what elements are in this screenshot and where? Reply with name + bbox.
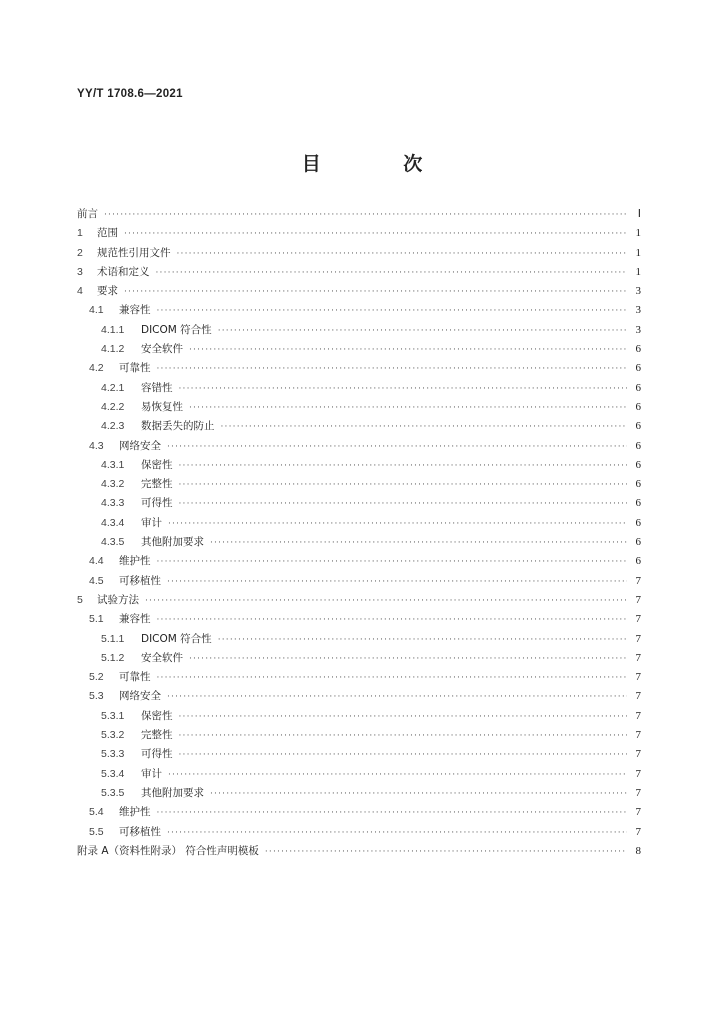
toc-entry-number: 5.3.5	[101, 786, 125, 799]
toc-entry-title: DICOM 符合性	[141, 632, 212, 645]
toc-entry-number: 5.4	[89, 806, 104, 819]
toc-entry[interactable]	[77, 224, 641, 243]
toc-entry[interactable]	[77, 437, 641, 456]
dot-leader	[157, 553, 628, 572]
toc-entry-page: 3	[635, 285, 641, 298]
toc-entry-page: 7	[635, 671, 641, 684]
toc-entry[interactable]	[77, 591, 641, 610]
toc-entry-title: 附录 A（资料性附录） 符合性声明模板	[77, 844, 259, 857]
toc-entry-number: 4.1.1	[101, 323, 125, 336]
toc-entry-page: 6	[635, 497, 641, 510]
toc-entry-title: 安全软件	[141, 343, 183, 356]
toc-entry-title: 范围	[97, 227, 118, 240]
toc-entry[interactable]	[77, 398, 641, 417]
toc-entry-title: 试验方法	[97, 593, 139, 606]
toc-entry-title: 网络安全	[119, 690, 161, 703]
toc-entry[interactable]	[77, 533, 641, 552]
toc-entry-page: 7	[635, 574, 641, 587]
toc-entry-number: 4.1.2	[101, 343, 125, 356]
toc-entry[interactable]	[77, 205, 641, 224]
dot-leader	[157, 302, 628, 321]
toc-entry-number: 4.1	[89, 304, 104, 317]
toc-entry-page: 7	[635, 632, 641, 645]
toc-entry-page: 1	[635, 227, 641, 240]
toc-entry-number: 4.3.3	[101, 497, 125, 510]
toc-entry-title: 兼容性	[119, 613, 151, 626]
toc-entry-title: 前言	[77, 208, 98, 220]
toc-entry[interactable]	[77, 456, 641, 475]
toc-entry-number: 5.3.4	[101, 767, 125, 780]
toc-entry-page: 7	[635, 806, 641, 819]
toc-entry-title: 可移植性	[119, 574, 161, 587]
toc-entry-number: 4.3.4	[101, 516, 125, 529]
dot-leader	[179, 380, 628, 399]
toc-entry-number: 5.3.3	[101, 748, 125, 761]
toc-entry-page: 6	[635, 536, 641, 549]
toc-entry-title: 兼容性	[119, 304, 151, 317]
toc-entry-page: 1	[635, 246, 641, 259]
toc-entry-page: 7	[635, 767, 641, 780]
toc-entry-number: 1	[77, 227, 83, 240]
toc-entry-page: 7	[635, 613, 641, 626]
toc-entry-number: 2	[77, 246, 83, 259]
dot-leader	[167, 688, 627, 707]
toc-entry[interactable]	[77, 803, 641, 822]
toc-entry-page: 6	[635, 555, 641, 568]
dot-leader	[179, 495, 628, 514]
dot-leader	[218, 322, 627, 341]
toc-entry-title: 可得性	[141, 497, 173, 510]
toc-entry-number: 4.3	[89, 439, 104, 452]
toc-entry-page: 6	[635, 478, 641, 491]
toc-entry[interactable]	[77, 282, 641, 301]
toc-entry-number: 4.3.2	[101, 478, 125, 491]
toc-entry-page: 7	[635, 709, 641, 722]
toc-entry[interactable]	[77, 823, 641, 842]
toc-entry-number: 4.2	[89, 362, 104, 375]
toc-entry-page: 7	[635, 786, 641, 799]
dot-leader	[124, 225, 627, 244]
toc-entry-page: 1	[635, 265, 641, 278]
toc-entry-number: 5.2	[89, 671, 104, 684]
toc-entry-title: 数据丢失的防止	[141, 420, 215, 433]
toc-entry-title: 其他附加要求	[141, 786, 204, 799]
dot-leader	[167, 438, 627, 457]
table-of-contents	[77, 205, 641, 861]
toc-entry[interactable]	[77, 707, 641, 726]
toc-entry-page: 7	[635, 690, 641, 703]
toc-entry-page: 6	[635, 381, 641, 394]
toc-entry-title: 审计	[141, 767, 162, 780]
toc-entry-page: 6	[635, 458, 641, 471]
dot-leader	[179, 708, 628, 727]
dot-leader	[189, 650, 627, 669]
toc-entry-title: 审计	[141, 516, 162, 529]
toc-entry-page: Ⅰ	[637, 208, 641, 220]
toc-entry-number: 4.2.3	[101, 420, 125, 433]
dot-leader	[157, 804, 628, 823]
dot-leader	[189, 399, 627, 418]
toc-entry-page: 7	[635, 748, 641, 761]
toc-entry[interactable]	[77, 359, 641, 378]
toc-entry[interactable]	[77, 321, 641, 340]
toc-entry-title: 可移植性	[119, 825, 161, 838]
dot-leader	[157, 360, 628, 379]
toc-entry-page: 6	[635, 439, 641, 452]
toc-entry-number: 5.5	[89, 825, 104, 838]
toc-entry-page: 6	[635, 362, 641, 375]
dot-leader	[167, 824, 627, 843]
dot-leader	[179, 727, 628, 746]
toc-entry[interactable]	[77, 765, 641, 784]
toc-entry-number: 4.3.1	[101, 458, 125, 471]
toc-entry-number: 5.3.2	[101, 729, 125, 742]
toc-entry-page: 3	[635, 304, 641, 317]
toc-entry-number: 5.1	[89, 613, 104, 626]
toc-entry-title: 容错性	[141, 381, 173, 394]
toc-entry[interactable]	[77, 842, 641, 861]
toc-entry[interactable]	[77, 687, 641, 706]
toc-entry-page: 3	[635, 323, 641, 336]
toc-entry[interactable]	[77, 475, 641, 494]
toc-entry[interactable]	[77, 745, 641, 764]
toc-entry[interactable]	[77, 301, 641, 320]
toc-entry[interactable]	[77, 417, 641, 436]
toc-entry[interactable]	[77, 668, 641, 687]
toc-entry-number: 5.3	[89, 690, 104, 703]
dot-leader	[145, 592, 627, 611]
dot-leader	[221, 418, 628, 437]
toc-entry-number: 4.2.1	[101, 381, 125, 394]
dot-leader	[210, 785, 627, 804]
toc-entry-page: 6	[635, 516, 641, 529]
toc-entry[interactable]	[77, 610, 641, 629]
toc-entry-number: 4.4	[89, 555, 104, 568]
toc-entry-title: 保密性	[141, 709, 173, 722]
toc-entry-title: 可靠性	[119, 362, 151, 375]
toc-entry-title: 术语和定义	[97, 265, 150, 278]
toc-entry-number: 4.5	[89, 574, 104, 587]
toc-entry-title: 要求	[97, 285, 118, 298]
toc-entry[interactable]	[77, 340, 641, 359]
toc-entry[interactable]	[77, 263, 641, 282]
toc-entry-title: 保密性	[141, 458, 173, 471]
toc-entry-title: 网络安全	[119, 439, 161, 452]
dot-leader	[218, 631, 627, 650]
toc-entry-number: 3	[77, 265, 83, 278]
dot-leader	[157, 669, 628, 688]
toc-entry-title: 完整性	[141, 729, 173, 742]
toc-entry[interactable]	[77, 726, 641, 745]
toc-entry[interactable]	[77, 649, 641, 668]
toc-entry-number: 5.3.1	[101, 709, 125, 722]
toc-entry-title: 可得性	[141, 748, 173, 761]
toc-entry-page: 7	[635, 825, 641, 838]
toc-entry[interactable]	[77, 244, 641, 263]
toc-entry-page: 7	[635, 651, 641, 664]
toc-entry-page: 6	[635, 343, 641, 356]
toc-entry-number: 5	[77, 593, 83, 606]
toc-entry[interactable]	[77, 514, 641, 533]
toc-entry[interactable]	[77, 784, 641, 803]
toc-entry-number: 4	[77, 285, 83, 298]
toc-entry-title: 规范性引用文件	[97, 246, 171, 259]
dot-leader	[265, 843, 627, 862]
dot-leader	[177, 245, 628, 264]
dot-leader	[179, 746, 628, 765]
dot-leader	[104, 206, 627, 225]
dot-leader	[124, 283, 627, 302]
toc-title: 目 次	[301, 153, 461, 175]
dot-leader	[167, 573, 627, 592]
toc-entry[interactable]	[77, 572, 641, 591]
toc-entry-page: 6	[635, 400, 641, 413]
dot-leader	[179, 457, 628, 476]
toc-entry-title: 维护性	[119, 555, 151, 568]
dot-leader	[168, 515, 627, 534]
toc-entry-page: 6	[635, 420, 641, 433]
toc-entry-page: 8	[635, 844, 641, 857]
toc-entry-title: 维护性	[119, 806, 151, 819]
toc-entry[interactable]	[77, 630, 641, 649]
dot-leader	[179, 476, 628, 495]
dot-leader	[210, 534, 627, 553]
toc-entry-page: 7	[635, 593, 641, 606]
dot-leader	[168, 766, 627, 785]
dot-leader	[156, 264, 628, 283]
toc-entry-number: 5.1.2	[101, 651, 125, 664]
toc-entry-title: 可靠性	[119, 671, 151, 684]
dot-leader	[157, 611, 628, 630]
toc-entry-number: 4.2.2	[101, 400, 125, 413]
toc-entry-number: 5.1.1	[101, 632, 125, 645]
toc-entry-number: 4.3.5	[101, 536, 125, 549]
toc-entry-title: 易恢复性	[141, 400, 183, 413]
toc-entry-title: 其他附加要求	[141, 536, 204, 549]
toc-entry[interactable]	[77, 494, 641, 513]
toc-entry-title: DICOM 符合性	[141, 323, 212, 336]
toc-entry[interactable]	[77, 552, 641, 571]
toc-entry-page: 7	[635, 729, 641, 742]
toc-entry-title: 完整性	[141, 478, 173, 491]
toc-entry[interactable]	[77, 379, 641, 398]
document-code: YY/T 1708.6—2021	[77, 88, 183, 100]
dot-leader	[189, 341, 627, 360]
toc-entry-title: 安全软件	[141, 651, 183, 664]
